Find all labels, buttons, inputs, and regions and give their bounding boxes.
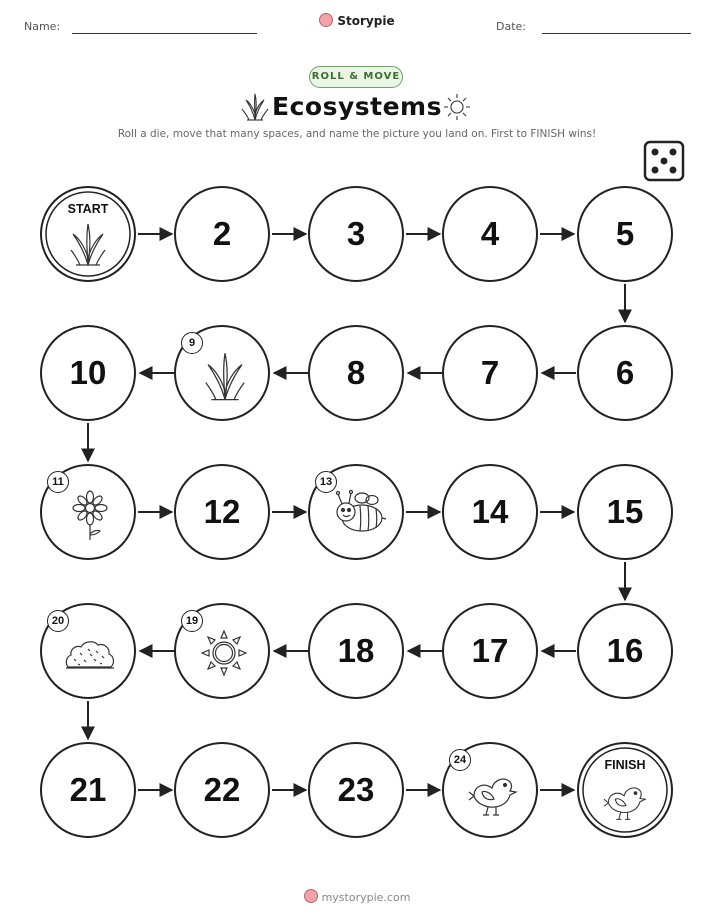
space-number-badge: 19 (181, 610, 203, 632)
space-24 (442, 742, 538, 838)
space-finish (577, 742, 673, 838)
space-number: 12 (203, 493, 241, 530)
space-10 (40, 325, 136, 421)
space-number: 3 (346, 215, 366, 252)
space-18 (308, 603, 404, 699)
space-number: 23 (337, 771, 375, 808)
flower-icon (70, 490, 110, 542)
space-6 (577, 325, 673, 421)
page-title: Ecosystems (272, 92, 442, 121)
space-8 (308, 325, 404, 421)
space-start (40, 186, 136, 282)
space-20 (40, 603, 136, 699)
space-number: 22 (203, 771, 241, 808)
storypie-logo-icon (304, 889, 318, 903)
space-4 (442, 186, 538, 282)
space-number: 10 (69, 354, 107, 391)
space-number-badge: 20 (47, 610, 69, 632)
bird-icon (468, 770, 518, 818)
space-number-badge: 24 (449, 749, 471, 771)
space-number-badge: 11 (47, 471, 69, 493)
instructions: Roll a die, move that many spaces, and name the picture you land on. First to FINISH wins! (117, 128, 597, 140)
space-number: 21 (69, 771, 107, 808)
bush-icon (64, 637, 116, 671)
space-number: 17 (471, 632, 509, 669)
space-14 (442, 464, 538, 560)
space-12 (174, 464, 270, 560)
space-number: 18 (337, 632, 375, 669)
brand-name: Storypie (337, 14, 395, 28)
space-number: 8 (346, 354, 366, 391)
space-23 (308, 742, 404, 838)
space-number: 5 (615, 215, 635, 252)
space-22 (174, 742, 270, 838)
space-11 (40, 464, 136, 560)
space-number: 6 (615, 354, 635, 391)
space-3 (308, 186, 404, 282)
seaweed-icon (70, 222, 106, 268)
space-number: 15 (606, 493, 644, 530)
space-number: 14 (471, 493, 509, 530)
space-19 (174, 603, 270, 699)
activity-badge: ROLL & MOVE (309, 66, 403, 88)
footer-url[interactable]: mystorypie.com (321, 891, 411, 904)
space-21 (40, 742, 136, 838)
space-number-badge: 13 (315, 471, 337, 493)
space-13 (308, 464, 404, 560)
space-9 (174, 325, 270, 421)
footer (0, 889, 714, 904)
space-2 (174, 186, 270, 282)
bird-icon (603, 780, 647, 822)
space-15 (577, 464, 673, 560)
space-5 (577, 186, 673, 282)
bee-icon (332, 488, 388, 540)
space-7 (442, 325, 538, 421)
space-number: 4 (480, 215, 500, 252)
space-17 (442, 603, 538, 699)
start-label: START (67, 202, 109, 216)
space-number: 7 (480, 354, 500, 391)
date-label: Date: (496, 20, 526, 33)
sun-icon (200, 629, 248, 677)
name-label: Name: (24, 20, 61, 33)
finish-label: FINISH (604, 758, 646, 772)
space-number: 16 (606, 632, 644, 669)
space-number-badge: 9 (181, 332, 203, 354)
seaweed-icon (202, 351, 248, 403)
space-number: 2 (212, 215, 232, 252)
space-16 (577, 603, 673, 699)
